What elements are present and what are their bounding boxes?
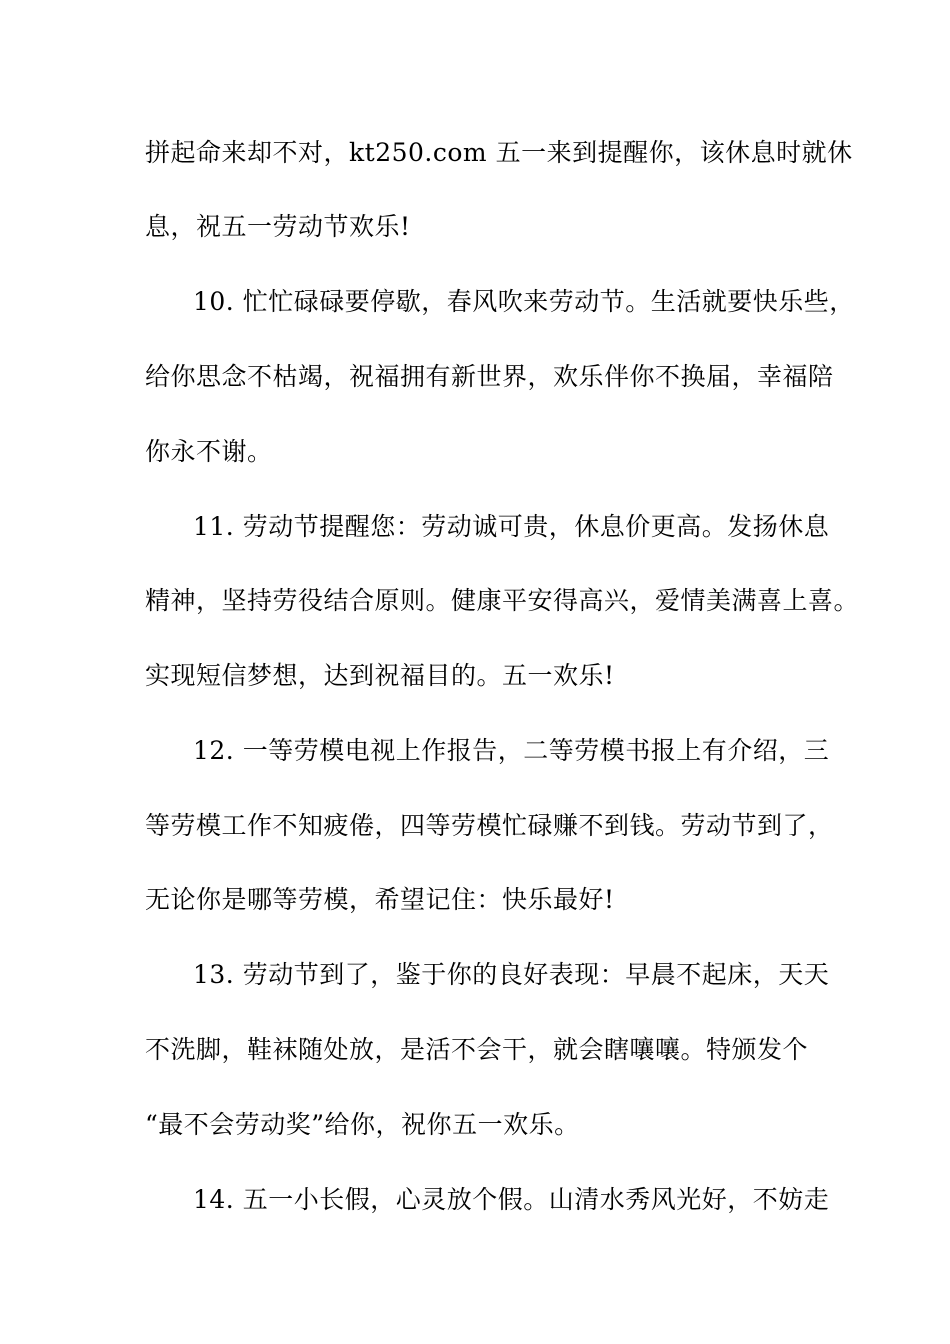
text-line: 等劳模工作不知疲倦，四等劳模忙碌赚不到钱。劳动节到了，: [145, 811, 834, 840]
text-line: 你永不谢。: [145, 437, 273, 466]
paragraph-11-start: 11. 劳动节提醒您：劳动诚可贵，休息价更高。发扬休息: [193, 512, 830, 541]
paragraph-13-start: 13. 劳动节到了，鉴于你的良好表现：早晨不起床，天天: [193, 960, 830, 989]
text-line: 无论你是哪等劳模，希望记住：快乐最好!: [145, 885, 615, 914]
text-line: “最不会劳动奖”给你，祝你五一欢乐。: [145, 1110, 580, 1139]
text-line: 实现短信梦想，达到祝福目的。五一欢乐!: [145, 661, 615, 690]
paragraph-10-start: 10. 忙忙碌碌要停歇，春风吹来劳动节。生活就要快乐些，: [193, 287, 855, 316]
text-line: 息，祝五一劳动节欢乐!: [145, 212, 411, 241]
text-line: 拼起命来却不对，kt250.com 五一来到提醒你，该休息时就休: [145, 138, 853, 167]
text-line: 不洗脚，鞋袜随处放，是活不会干，就会瞎嚷嚷。特颁发个: [145, 1035, 809, 1064]
text-line: 给你思念不枯竭，祝福拥有新世界，欢乐伴你不换届，幸福陪: [145, 362, 834, 391]
paragraph-14-start: 14. 五一小长假，心灵放个假。山清水秀风光好，不妨走: [193, 1185, 830, 1214]
text-line: 精神，坚持劳役结合原则。健康平安得高兴，爱情美满喜上喜。: [145, 586, 860, 615]
paragraph-12-start: 12. 一等劳模电视上作报告，二等劳模书报上有介绍，三: [193, 736, 830, 765]
